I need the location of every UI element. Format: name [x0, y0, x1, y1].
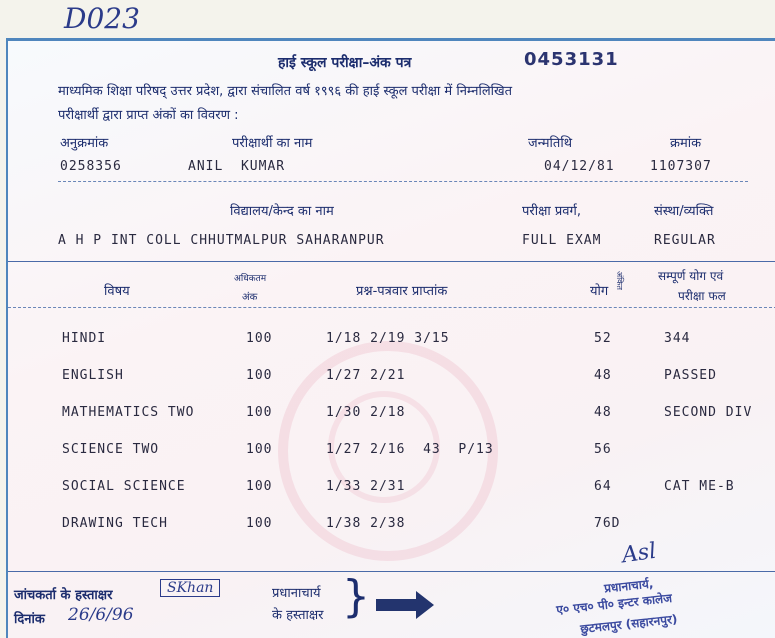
principal-stamp-line-1: प्रधानाचार्य, — [603, 576, 654, 596]
principal-stamp-line-3: छुटमलपुर (सहारनपुर) — [579, 611, 679, 637]
header-max-1: अधिकतम — [234, 274, 267, 284]
table-row-subject: HINDI — [62, 331, 107, 346]
table-row-max: 100 — [246, 405, 273, 420]
principal-stamp-line-2: ए० एच० पी० इन्टर कालेज — [555, 590, 673, 618]
marksheet-card — [6, 38, 775, 638]
principal-signature: Asl — [620, 538, 658, 569]
date-value: 26/6/96 — [68, 605, 134, 625]
header-papers: प्रश्न-पत्रवार प्राप्तांक — [356, 284, 448, 299]
table-row-result: 344 — [664, 331, 691, 346]
table-row-total: 48 — [594, 368, 612, 383]
roll-value: 0258356 — [60, 159, 122, 174]
checker-signature-label: जांचकर्ता के हस्ताक्षर — [14, 588, 113, 603]
category-label: परीक्षा प्रवर्ग, — [522, 204, 581, 219]
footer-signature-area — [0, 538, 775, 637]
table-row-subject: MATHEMATICS TWO — [62, 405, 195, 420]
table-row-total: 52 — [594, 331, 612, 346]
serial-label: क्रमांक — [670, 136, 702, 151]
dob-label: जन्मतिथि — [528, 136, 573, 151]
type-label: संस्था/व्यक्ति — [654, 204, 714, 219]
table-bottom-rule — [8, 571, 775, 572]
table-row-max: 100 — [246, 368, 273, 383]
table-row-papers: 1/27 2/16 43 P/13 — [326, 442, 494, 457]
header-result-2: परीक्षा फल — [678, 289, 726, 303]
roll-label: अनुक्रमांक — [60, 136, 109, 151]
table-row-subject: ENGLISH — [62, 368, 124, 383]
table-row-result: CAT ME-B — [664, 479, 735, 494]
header-grace: अंकित — [615, 271, 624, 290]
marksheet-serial: 0453131 — [524, 49, 619, 70]
header-subject: विषय — [104, 284, 130, 299]
handwritten-reference: D023 — [64, 2, 140, 35]
table-row-papers: 1/18 2/19 3/15 — [326, 331, 450, 346]
name-label: परीक्षार्थी का नाम — [232, 136, 313, 151]
table-row-papers: 1/30 2/18 — [326, 405, 406, 420]
header-result-1: सम्पूर्ण योग एवं — [658, 269, 724, 283]
checker-signature: SKhan — [160, 579, 220, 597]
header-total: योग — [590, 284, 609, 299]
table-row-papers: 1/33 2/31 — [326, 479, 406, 494]
table-row-max: 100 — [246, 516, 273, 531]
serial-number-value: 1107307 — [650, 159, 712, 174]
category-value: FULL EXAM — [522, 233, 602, 248]
table-row-result: PASSED — [664, 368, 717, 383]
table-row-total: 48 — [594, 405, 612, 420]
table-row-subject: SOCIAL SCIENCE — [62, 479, 186, 494]
table-row-total: 64 — [594, 479, 612, 494]
school-label: विद्यालय/केन्द का नाम — [230, 204, 334, 219]
table-row-max: 100 — [246, 479, 273, 494]
table-row-max: 100 — [246, 442, 273, 457]
intro-line-2: परीक्षार्थी द्वारा प्राप्त अंकों का विवरण : — [58, 108, 239, 123]
intro-line-1: माध्यमिक शिक्षा परिषद् उत्तर प्रदेश, द्वारा संचालित वर्ष १९९६ की हाई स्कूल परीक्षा में निम्नलिखित — [58, 84, 513, 99]
school-value: A H P INT COLL CHHUTMALPUR SAHARANPUR — [58, 233, 385, 248]
principal-label-2: के हस्ताक्षर — [272, 608, 324, 623]
table-row-papers: 1/27 2/21 — [326, 368, 406, 383]
type-value: REGULAR — [654, 233, 716, 248]
table-row-total: 76D — [594, 516, 621, 531]
marksheet-title: हाई स्कूल परीक्षा–अंक पत्र — [278, 55, 412, 71]
arrow-right-icon — [376, 599, 416, 611]
table-row-total: 56 — [594, 442, 612, 457]
date-label: दिनांक — [14, 612, 45, 627]
principal-label-1: प्रधानाचार्य — [272, 586, 321, 601]
table-top-rule — [8, 261, 775, 262]
details-underline-1 — [58, 181, 748, 182]
dob-value: 04/12/81 — [544, 159, 615, 174]
table-row-papers: 1/38 2/38 — [326, 516, 406, 531]
table-row-result: SECOND DIV — [664, 405, 753, 420]
header-max-2: अंक — [242, 292, 258, 303]
brace-icon: } — [342, 571, 370, 622]
table-row-subject: SCIENCE TWO — [62, 442, 160, 457]
table-row-max: 100 — [246, 331, 273, 346]
table-header-rule — [8, 307, 775, 308]
table-row-subject: DRAWING TECH — [62, 516, 168, 531]
name-value: ANIL KUMAR — [188, 159, 286, 174]
